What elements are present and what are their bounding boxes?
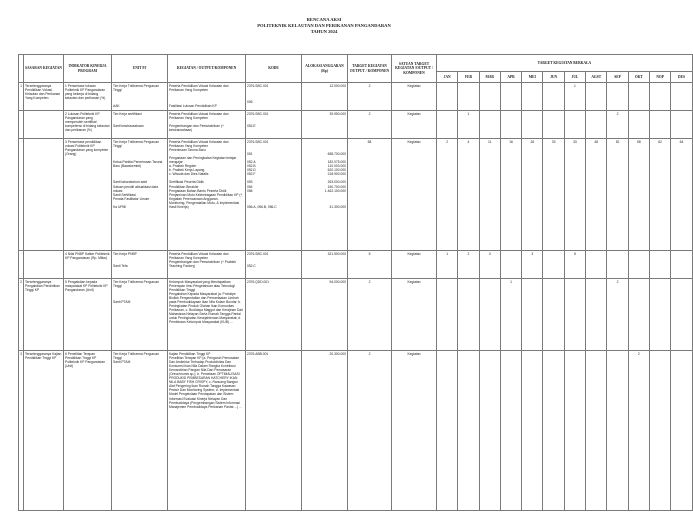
row-month-value: [437, 111, 458, 139]
row-month-value: [543, 351, 564, 511]
row-indikator: 5 Pengabdian kepada masyarakat KP Politeknik KP Pangandaran (Unit): [64, 279, 112, 351]
row-unit-line: Ka UPMI: [113, 205, 127, 209]
row-alokasi-line: 41.300.000: [329, 205, 346, 209]
row-sasaran: Terselenggaranya Pendidikan Vokasi Kelautan dan Perikanan Yang Kompeten: [24, 83, 64, 111]
row-kode-line: 052.F: [247, 172, 256, 177]
row-satuan: Kegiatan: [392, 83, 437, 111]
row-kode-line: 2376.QDD.001: [247, 279, 269, 284]
row-month-value: [543, 83, 564, 111]
row-satuan: Kegiatan: [392, 251, 437, 279]
row-unit-line: Tim Kerja Tridharma Perguruan Tinggi: [113, 83, 160, 92]
row-month-value: 2: [607, 111, 628, 139]
row-unit-line: Tim Kerja sertifikasi: [113, 111, 142, 116]
row-month-value: [522, 279, 543, 351]
header-month: SEP: [607, 72, 628, 83]
row-alokasi-line: 12.000.000: [329, 83, 346, 88]
row-month-value: 58: [628, 139, 649, 251]
row-month-value: [649, 83, 670, 111]
row-no: 2: [19, 279, 24, 351]
row-unit: [112, 83, 168, 111]
row-alokasi-line: 94.000.000: [329, 279, 346, 284]
row-month-value: 16: [500, 139, 521, 251]
row-satuan: Kegiatan: [392, 279, 437, 351]
row-unit-line: Penata Fasilitator Umum: [113, 196, 150, 201]
row-month-value: [479, 111, 500, 139]
row-alokasi-line: 620.100.000: [327, 168, 346, 173]
table-row: [19, 251, 693, 279]
row-unit-line: Santi Tefa: [113, 263, 128, 268]
row-alokasi-line: 20.300.000: [329, 351, 346, 356]
row-unit-line: Tim Kerja PNBP: [113, 251, 137, 256]
row-month-value: 1: [564, 83, 585, 111]
row-unit-line: Santi PTAM: [113, 359, 131, 364]
row-indikator: 6 Penelitian Terapan Pendidikan Tinggi KP Politeknik KP Pangandaran (Unit): [64, 351, 112, 511]
row-kegiatan: [168, 351, 246, 511]
header-month: JUN: [543, 72, 564, 83]
row-month-value: [437, 279, 458, 351]
row-month-value: 2: [458, 251, 479, 279]
header-alokasi: ALOKASI ANGGARAN (Rp): [302, 55, 348, 83]
row-kode: [246, 111, 302, 139]
header-sasaran: SASARAN KEGIATAN: [24, 55, 64, 83]
row-kegiatan-line: a. Praktek Reguler: [169, 164, 197, 169]
row-month-value: [671, 83, 692, 111]
row-month-value: [671, 111, 692, 139]
row-alokasi-line: 182.075.000: [327, 159, 346, 164]
row-kegiatan-line: Penelitian Terapan KP (a. Pengaruh Pemusatan Dan Arsitektur Terhadap Produktivitas Dan Konsumsi Ikan Nila Dalam Rangka Kontribusi Kemandirian Pangan Nila Dari Pemasaran (Oreochromis sp.); b. Pemetaan OPTIMALISASI PRODUKSI PEMBESARAN HATCHERY IKAN NILA BABY FISH CRISPY; c. Rancang Bangun Alat Pengering Ikan Rumah Tangga Kawasan Pesisir Dan Monitoring System; d. Implementasi Model Pengelolaan Pendapatan dan Sistem Informasi Evaluasi Kinerja Nelayan Dan Pembudidaya (Pengembangan Sistem Informasi Manajemen Pembudidaya Perikanan Pantai ...) ...: [169, 355, 242, 409]
row-month-value: 2: [607, 279, 628, 351]
row-month-value: 3: [522, 251, 543, 279]
row-kegiatan: [168, 83, 246, 111]
row-month-value: 2: [628, 351, 649, 511]
row-unit: [112, 139, 168, 251]
row-month-value: 1: [500, 279, 521, 351]
row-month-value: [479, 279, 500, 351]
row-alokasi: [302, 139, 348, 251]
row-target: 2: [348, 279, 392, 351]
row-month-value: [522, 111, 543, 139]
row-kegiatan-line: Peserta Pendidikan Vokasi Kelautan dan Perikanan Yang Kompeten: [169, 139, 229, 148]
row-alokasi-line: 321.500.000: [327, 251, 346, 256]
row-kode-line: 2376.SBC.001: [247, 83, 269, 88]
header-month: JAN: [437, 72, 458, 83]
row-month-value: [500, 111, 521, 139]
row-unit-line: Santi Sertifikasi: [113, 192, 136, 197]
row-month-value: [586, 83, 607, 111]
row-kegiatan-line: Pendidikan Berakhir: [169, 184, 199, 189]
row-kegiatan: [168, 251, 246, 279]
row-unit-line: Ketua Panitia Penerimaan Taruna Baru (Bawakembri): [113, 159, 163, 169]
header-satuan: SATUAN TARGET KEGIATAN /OUTPUT / KOMPONEN: [392, 55, 437, 83]
row-month-value: [649, 251, 670, 279]
row-unit-line: Santi laboratorium adet: [113, 180, 148, 185]
row-month-value: [607, 251, 628, 279]
row-alokasi-line: 39.950.000: [329, 111, 346, 116]
row-month-value: [607, 351, 628, 511]
row-unit-line: Tim Kerja Tridharma Perguruan Tinggi: [113, 279, 160, 288]
row-month-value: [564, 351, 585, 511]
row-no: 3: [19, 351, 24, 511]
header-berkala: TARGET KEGIATAN BERKALA: [437, 55, 693, 72]
row-month-value: [586, 279, 607, 351]
header-month: MAR: [479, 72, 500, 83]
row-kegiatan-line: Peserta Pendidikan Vokasi Kelautan dan Perikanan Yang Kompeten: [169, 111, 229, 120]
row-kegiatan-line: c. Wisuda dan Dies Natalis: [169, 172, 209, 177]
row-kode: [246, 139, 302, 251]
row-month-value: 1: [458, 111, 479, 139]
row-indikator: 4 Nilai PNBP Satker Politeknik KP Pangandaran (Rp. Miliar): [64, 251, 112, 279]
row-kode-line: 053: [247, 180, 253, 185]
header-month: NOP: [649, 72, 670, 83]
row-alokasi: [302, 83, 348, 111]
header-month: MEI: [522, 72, 543, 83]
row-month-value: [564, 279, 585, 351]
row-month-value: [543, 111, 564, 139]
row-kegiatan: [168, 111, 246, 139]
row-month-value: [649, 351, 670, 511]
row-month-value: 64: [671, 139, 692, 251]
row-month-value: 5: [564, 251, 585, 279]
row-sasaran: Terselenggaranya Pengabdian Pendidikan Tinggi KP: [24, 279, 64, 351]
row-sasaran: [24, 111, 64, 139]
row-kegiatan-line: Peserta Pendidikan Vokasi Kelautan dan Perikanan Yang Kompeten: [169, 83, 229, 92]
row-kode: [246, 351, 302, 511]
row-month-value: [458, 83, 479, 111]
row-month-value: [437, 351, 458, 511]
row-kode-line: 052.E: [247, 123, 256, 128]
row-indikator: 3 Persentase pendidikan vokasi Politeknik KP Pangandaran yang kompeten (Orang): [64, 139, 112, 251]
header-indikator: INDIKATOR KINERJA PROGRAM: [64, 55, 112, 83]
action-plan-table: [18, 54, 693, 511]
row-month-value: [586, 111, 607, 139]
row-unit: [112, 279, 168, 351]
row-kode-line: 2376.SBC.001: [247, 251, 269, 256]
row-kode-line: 006: [247, 99, 253, 104]
row-month-value: 33: [543, 139, 564, 251]
row-month-value: [479, 351, 500, 511]
row-kegiatan-line: Fasilitasi Lulusan Pendidikan KP: [169, 103, 217, 108]
row-month-value: [522, 83, 543, 111]
row-unit: [112, 111, 168, 139]
row-month-value: [500, 351, 521, 511]
row-unit-line: AAK: [113, 103, 120, 108]
row-month-value: [543, 251, 564, 279]
table-row: [19, 279, 693, 351]
row-kode-line: 052.D: [247, 168, 256, 173]
row-month-value: [479, 83, 500, 111]
row-sasaran: Terselenggaranya Kajian Pendidikan Tinggi KP: [24, 351, 64, 511]
row-indikator: 1 Persentase lulusan Politeknik KP Pangandaran yang bekerja di bidang kelautan dan perikanan (%): [64, 83, 112, 111]
row-kode-line: 2376.ABB.001: [247, 351, 269, 356]
document-subtitle: POLITEKNIK KELAUTAN DAN PERIKANAN PANGANDARAN: [257, 22, 391, 28]
header-month: OKT: [628, 72, 649, 83]
row-month-value: 33: [564, 139, 585, 251]
row-unit: [112, 351, 168, 511]
row-month-value: [649, 111, 670, 139]
row-kode-line: 052.C: [247, 263, 256, 268]
document-title-block: [0, 0, 648, 34]
row-no: 1: [19, 83, 24, 111]
row-month-value: [671, 251, 692, 279]
row-month-value: [437, 83, 458, 111]
row-kode: [246, 279, 302, 351]
row-alokasi: [302, 279, 348, 351]
row-kode-line: 051: [247, 151, 253, 156]
row-kegiatan-line: Kelompok Masyarakat yang Mendapatkan Penerapan Ilmu Pengetahuan atau Teknologi Pendidikan Tinggi: [169, 279, 235, 292]
row-kegiatan-line: Monitoring, Pengendalian Mutu, & Implementasi Hasil Kinerja): [169, 200, 240, 209]
row-kegiatan-line: Pengadaan dan Peningkatan Kegiatan belajar mengajar: [169, 155, 237, 164]
row-satuan: Kegiatan: [392, 351, 437, 511]
header-kode: KODE: [246, 55, 302, 83]
document-title: RENCANA AKSI: [306, 17, 342, 22]
header-month: DES: [671, 72, 692, 83]
row-unit-line: Tim Kerja Tridharma Perguruan Tinggi: [113, 351, 160, 360]
row-kode-line: 056.A, 056.B, 056.C: [247, 205, 277, 209]
row-month-value: [458, 351, 479, 511]
header-month: AGST: [586, 72, 607, 83]
row-month-value: [543, 279, 564, 351]
row-month-value: [649, 279, 670, 351]
row-target: 58: [348, 139, 392, 251]
row-kegiatan-line: Kajian Pendidikan Tinggi KP: [169, 351, 211, 356]
header-month: JUL: [564, 72, 585, 83]
row-month-value: 52: [607, 139, 628, 251]
row-target: 5: [348, 251, 392, 279]
row-target: 2: [348, 351, 392, 511]
row-alokasi: [302, 351, 348, 511]
row-alokasi-line: 218.900.000: [327, 172, 346, 177]
row-month-value: [628, 279, 649, 351]
row-kode: [246, 251, 302, 279]
row-kegiatan-line: Peserta Pendidikan Vokasi Kelautan dan Perikanan Yang Kompeten: [169, 251, 229, 260]
row-month-value: 1: [437, 251, 458, 279]
row-kegiatan-line: Pengembangan dan Pemutakhiran (+ kewirausahaan): [169, 123, 224, 132]
row-kode: [246, 83, 302, 111]
row-sasaran: [24, 251, 64, 279]
header-target: TARGET KEGIATAN OUTPUT / KOMPONEN: [348, 55, 392, 83]
row-month-value: 3: [479, 251, 500, 279]
document-year: TAHUN 2024: [310, 28, 338, 34]
row-sasaran: [24, 139, 64, 251]
table-row: [19, 83, 693, 111]
row-kegiatan-line: Penjaminan Mutu Kelembagaan Pendidikan KP (+ Kegiatan Perencanaan Anggaran,: [169, 192, 243, 201]
row-month-value: [671, 351, 692, 511]
row-kode-line: 056: [247, 188, 253, 193]
row-target: 2: [348, 111, 392, 139]
row-kode-line: 054: [247, 184, 253, 189]
table-row: [19, 111, 693, 139]
row-alokasi-line: 263.000.000: [327, 180, 346, 185]
row-kegiatan-line: Penerimaan Taruna Baru: [169, 147, 206, 152]
row-alokasi-line: 110.000.000: [327, 164, 346, 169]
row-kode-line: 052.A: [247, 159, 256, 164]
row-kegiatan-line: Pengabdian Kepada Masyarakat (a. Prototipe Bioflok Pengendalian dan Pemanfaatan Limbah pada Pembudidayaan Ikan Nila Kolam Bundar, b. Peningkatan Produk Olahan Ikan Komunitas Perikanan, c. Budidaya Maggot dan Kerajinan Dari Mahasiswa Nelayan Serta Rumah Tangga Pantai untuk Peningkatan Kesejahteraan Masyarakat; d. Pembinaan Kelompok Masyarakat (KUB) ...: [169, 291, 244, 325]
header-month: FEB: [458, 72, 479, 83]
row-kegiatan-line: Sertifikasi Peserta Didik: [169, 180, 204, 185]
row-satuan: Kegiatan: [392, 139, 437, 251]
row-month-value: [671, 279, 692, 351]
header-kegiatan: KEGIATAN / OUTPUT/KOMPONEN: [168, 55, 246, 83]
row-unit-line: Satuan pendiri aktualisasi data vokasi: [113, 184, 158, 193]
row-alokasi-line: 658.700.000: [327, 151, 346, 156]
row-kegiatan: [168, 139, 246, 251]
row-month-value: [586, 251, 607, 279]
row-target: 2: [348, 83, 392, 111]
row-alokasi: [302, 111, 348, 139]
row-satuan: Kegiatan: [392, 111, 437, 139]
row-indikator: 2 Lulusan Politeknik KP Pangandaran yang memperoleh sertifikat kompetensi di bidang kelautan dan perikanan (%): [64, 111, 112, 139]
plan-body: [19, 83, 693, 511]
row-kode-line: 2376.SBC.001: [247, 139, 269, 144]
row-month-value: [500, 251, 521, 279]
row-month-value: [628, 111, 649, 139]
row-month-value: [586, 351, 607, 511]
row-month-value: 62: [649, 139, 670, 251]
row-kegiatan-line: Pengadaan Bahan Bantu Peserta Didik: [169, 188, 227, 193]
row-month-value: [607, 83, 628, 111]
row-kode-line: 052.B: [247, 164, 256, 169]
row-month-value: [628, 251, 649, 279]
row-alokasi-line: 1.462.100.000: [324, 188, 346, 193]
row-kegiatan-line: b. Praktek Kerja Lapang: [169, 168, 205, 173]
row-unit-line: Santi kewirausahaan: [113, 123, 144, 128]
row-month-value: 11: [479, 139, 500, 251]
row-kegiatan-line: Pengembangan dan Pemutakhiran (+ Praktek Teaching Factory): [169, 259, 236, 268]
row-month-value: [458, 279, 479, 351]
row-unit-line: Tim Kerja Tridharma Perguruan Tinggi: [113, 139, 160, 148]
row-month-value: 26: [522, 139, 543, 251]
row-month-value: [628, 83, 649, 111]
row-month-value: [522, 351, 543, 511]
row-alokasi-line: 150.700.000: [327, 184, 346, 189]
row-month-value: [500, 83, 521, 111]
row-month-value: [564, 111, 585, 139]
row-kegiatan: [168, 279, 246, 351]
header-month: APR: [500, 72, 521, 83]
row-month-value: 48: [586, 139, 607, 251]
row-month-value: 4: [458, 139, 479, 251]
header-unit: UNIT PJ: [112, 55, 168, 83]
row-unit: [112, 251, 168, 279]
table-row: [19, 351, 693, 511]
row-unit-line: Santi PTAM: [113, 299, 131, 304]
row-alokasi: [302, 251, 348, 279]
row-month-value: 2: [437, 139, 458, 251]
row-kode-line: 2376.SBC.001: [247, 111, 269, 116]
table-row: [19, 139, 693, 251]
